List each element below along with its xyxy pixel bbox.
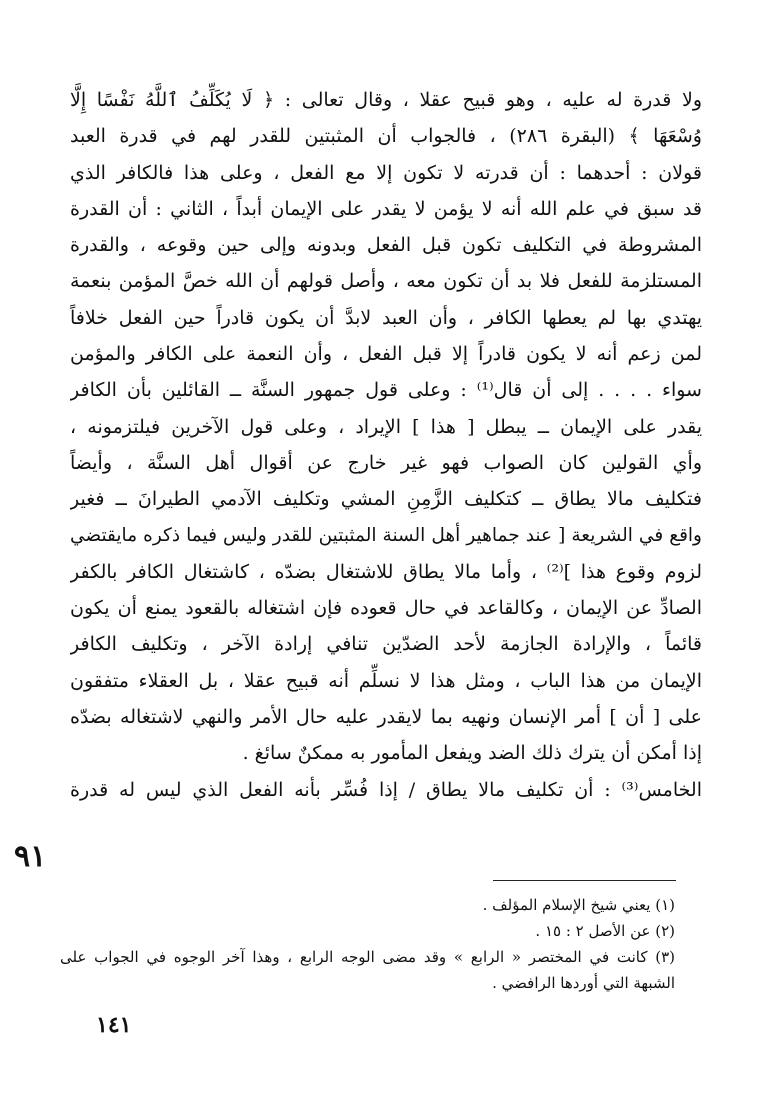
footnote-divider [493, 880, 676, 881]
text-line: فتكليف مالا يطاق ــ كتكليف الزَّمِنِ المشي وتكليف الآدمي الطيرانَ ــ فغير [70, 488, 702, 511]
margin-page-reference: ٩١ [14, 839, 47, 874]
text-line: الخامس⁽³⁾ : أن تكليف مالا يطاق / إذا فُسِّر بأنه الفعل الذي ليس له قدرة [70, 778, 702, 801]
text-line: قد سبق في علم الله أنه لا يؤمن لا يقدر على الإيمان أبداً ، الثاني : أن القدرة [70, 197, 702, 220]
footnote: (١) يعني شيخ الإسلام المؤلف . [482, 896, 675, 914]
text-line: المستلزمة للفعل فلا بد أن تكون معه ، وأصل قولهم أن الله خصَّ المؤمن بنعمة [70, 270, 702, 293]
text-line: الصادِّ عن الإيمان ، وكالقاعد في حال قعوده فإن اشتغاله بالقعود يمنع أن يكون [70, 597, 702, 620]
text-line: يهتدي بها لم يعطها الكافر ، وأن العبد لابدَّ أن يكون قادراً حين الفعل خلافاً [70, 306, 702, 329]
text-line: يقدر على الإيمان ــ يبطل [ هذا ] الإيراد ، وعلى قول الآخرين فيلتزمونه ، [70, 415, 702, 438]
footnotes-block [60, 892, 675, 996]
footnote: (٣) كانت في المختصر « الرابع » وقد مضى الوجه الرابع ، وهذا آخر الوجوه في الجواب على [60, 948, 675, 966]
text-line: المشروطة في التكليف تكون قبل الفعل وبدونه وإلى حين وقوعه ، والقدرة [70, 234, 702, 257]
main-text-block [70, 82, 702, 808]
text-line: لزوم وقوع هذا ]⁽²⁾ ، وأما مالا يطاق للاشتغال بضدّه ، كاشتغال الكافر بالكفر [70, 560, 702, 583]
text-line: على [ أن ] أمر الإنسان ونهيه بما لايقدر عليه حال الأمر والنهي لاشتغاله بضدّه [70, 706, 702, 729]
text-line: سواء . . . . إلى أن قال⁽¹⁾ : وعلى قول جمهور السنَّة ــ القائلين بأن الكافر [70, 379, 702, 402]
text-line: وُسْعَهَا ﴾ (البقرة ٢٨٦) ، فالجواب أن المثبتين للقدر لهم في قدرة العبد [70, 125, 702, 148]
text-line: قولان : أحدهما : أن قدرته لا تكون إلا مع الفعل ، وعلى هذا فالكافر الذي [70, 161, 702, 184]
text-line: قائماً ، والإرادة الجازمة لأحد الضدّين تنافي إرادة الآخر ، وتكليف الكافر [70, 633, 702, 656]
text-line: واقع في الشريعة [ عند جماهير أهل السنة المثبتين للقدر وليس فيما ذكره مايقتضي [70, 524, 702, 546]
text-line: وأي القولين كان الصواب فهو غير خارج عن أقوال أهل السنَّة ، وأيضاً [70, 451, 702, 474]
footnote: (٢) عن الأصل ٢ : ١٥ . [535, 922, 675, 940]
text-line: لمن زعم أنه لا يكون قادراً إلا قبل الفعل ، وأن النعمة على الكافر والمؤمن [70, 343, 702, 366]
text-line: الإيمان من هذا الباب ، ومثل هذا لا نسلِّم أنه قبيح عقلا ، بل العقلاء متفقون [70, 669, 702, 692]
footnote-continuation: الشبهة التي أوردها الرافضي . [492, 974, 675, 992]
page-number: ١٤١ [96, 1012, 132, 1038]
text-line: إذا أمكن أن يترك ذلك الضد ويفعل المأمور به ممكنٌ سائغ . [242, 742, 702, 765]
text-line: ولا قدرة له عليه ، وهو قبيح عقلا ، وقال تعالى : ﴿ لَا يُكَلِّفُ ٱللَّهُ نَفْسًا إِلَّا [70, 89, 702, 111]
